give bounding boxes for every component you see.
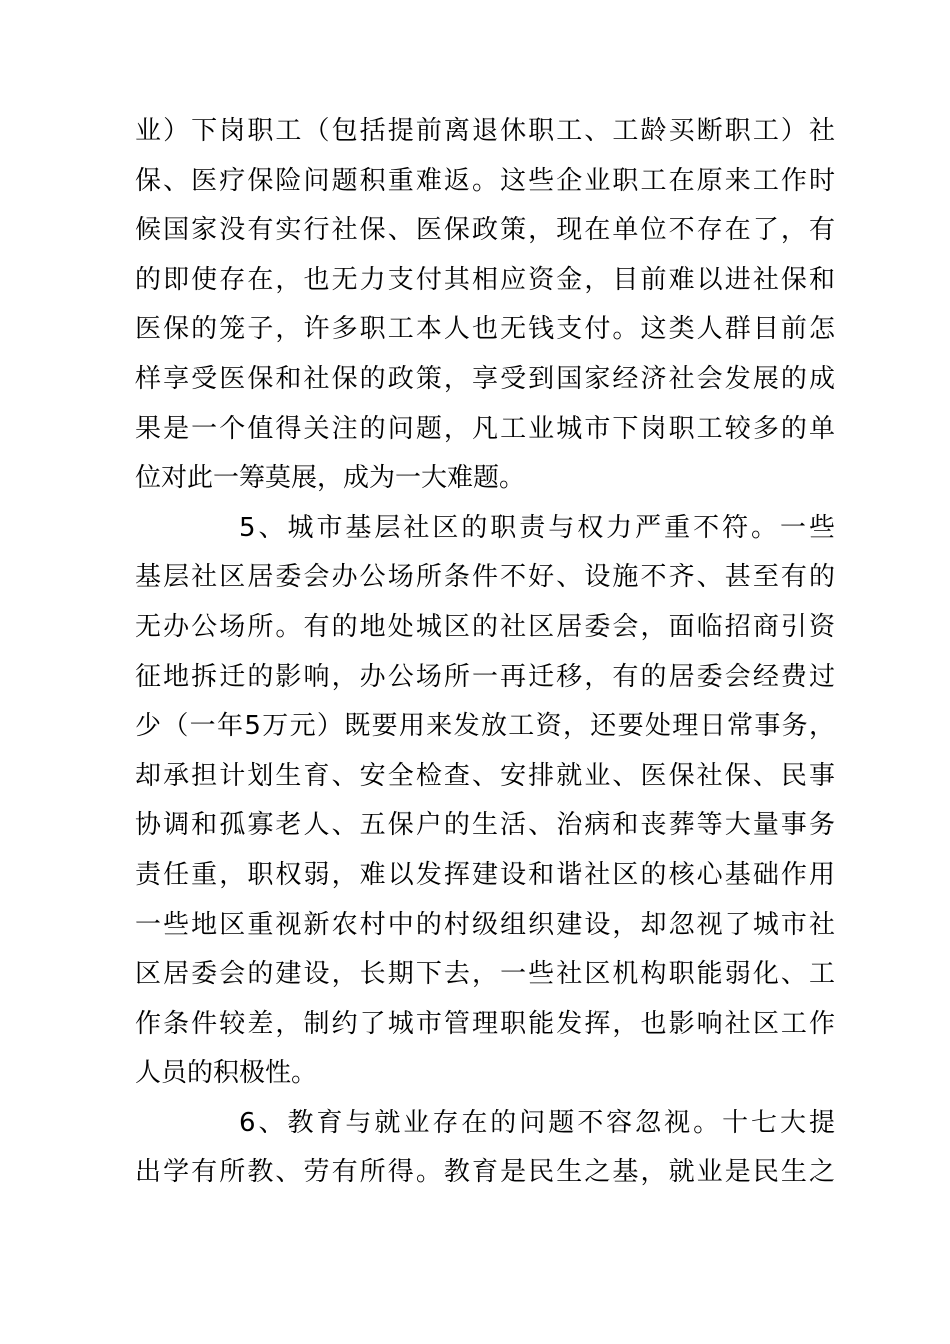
text-line: 候国家没有实行社保、医保政策，现在单位不存在了，有 bbox=[135, 215, 835, 246]
paragraph-heading-line: 6、教育与就业存在的问题不容忽视。十七大提 bbox=[239, 1107, 835, 1138]
text-line: 位对此一筹莫展，成为一大难题。 bbox=[135, 463, 526, 494]
text-line: 无办公场所。有的地处城区的社区居委会，面临招商引资 bbox=[135, 611, 835, 642]
text-line: 协调和孤寡老人、五保户的生活、治病和丧葬等大量事务 bbox=[135, 810, 835, 841]
paragraph-heading-line: 5、城市基层社区的职责与权力严重不符。一些 bbox=[239, 512, 835, 543]
text-line: 样享受医保和社保的政策，享受到国家经济社会发展的成 bbox=[135, 363, 835, 394]
paragraph-5 bbox=[135, 504, 835, 1099]
text-line: 保、医疗保险问题积重难返。这些企业职工在原来工作时 bbox=[135, 165, 835, 196]
text-line: 人员的积极性。 bbox=[135, 1058, 318, 1089]
document-body bbox=[135, 107, 835, 1198]
text-line: 却承担计划生育、安全检查、安排就业、医保社保、民事 bbox=[135, 760, 835, 791]
paragraph-4-continued bbox=[135, 107, 835, 504]
text-line: 一些地区重视新农村中的村级组织建设，却忽视了城市社 bbox=[135, 909, 835, 940]
text-line: 业）下岗职工（包括提前离退休职工、工龄买断职工）社 bbox=[135, 116, 835, 146]
text-line: 的即使存在，也无力支付其相应资金，目前难以进社保和 bbox=[135, 264, 835, 295]
text-line: 征地拆迁的影响，办公场所一再迁移，有的居委会经费过 bbox=[135, 661, 835, 692]
text-line: 责任重，职权弱，难以发挥建设和谐社区的核心基础作用 bbox=[135, 859, 835, 890]
text-line: 医保的笼子，许多职工本人也无钱支付。这类人群目前怎 bbox=[135, 314, 835, 345]
text-line: 出学有所教、劳有所得。教育是民生之基，就业是民生之 bbox=[135, 1157, 835, 1188]
text-line: 区居委会的建设，长期下去，一些社区机构职能弱化、工 bbox=[135, 959, 835, 990]
text-line: 少（一年5万元）既要用来发放工资，还要处理日常事务， bbox=[135, 711, 835, 742]
text-line: 基层社区居委会办公场所条件不好、设施不齐、甚至有的 bbox=[135, 562, 835, 593]
text-line: 作条件较差，制约了城市管理职能发挥，也影响社区工作 bbox=[135, 1008, 835, 1039]
text-line: 果是一个值得关注的问题，凡工业城市下岗职工较多的单 bbox=[135, 413, 835, 444]
paragraph-6 bbox=[135, 1099, 835, 1198]
